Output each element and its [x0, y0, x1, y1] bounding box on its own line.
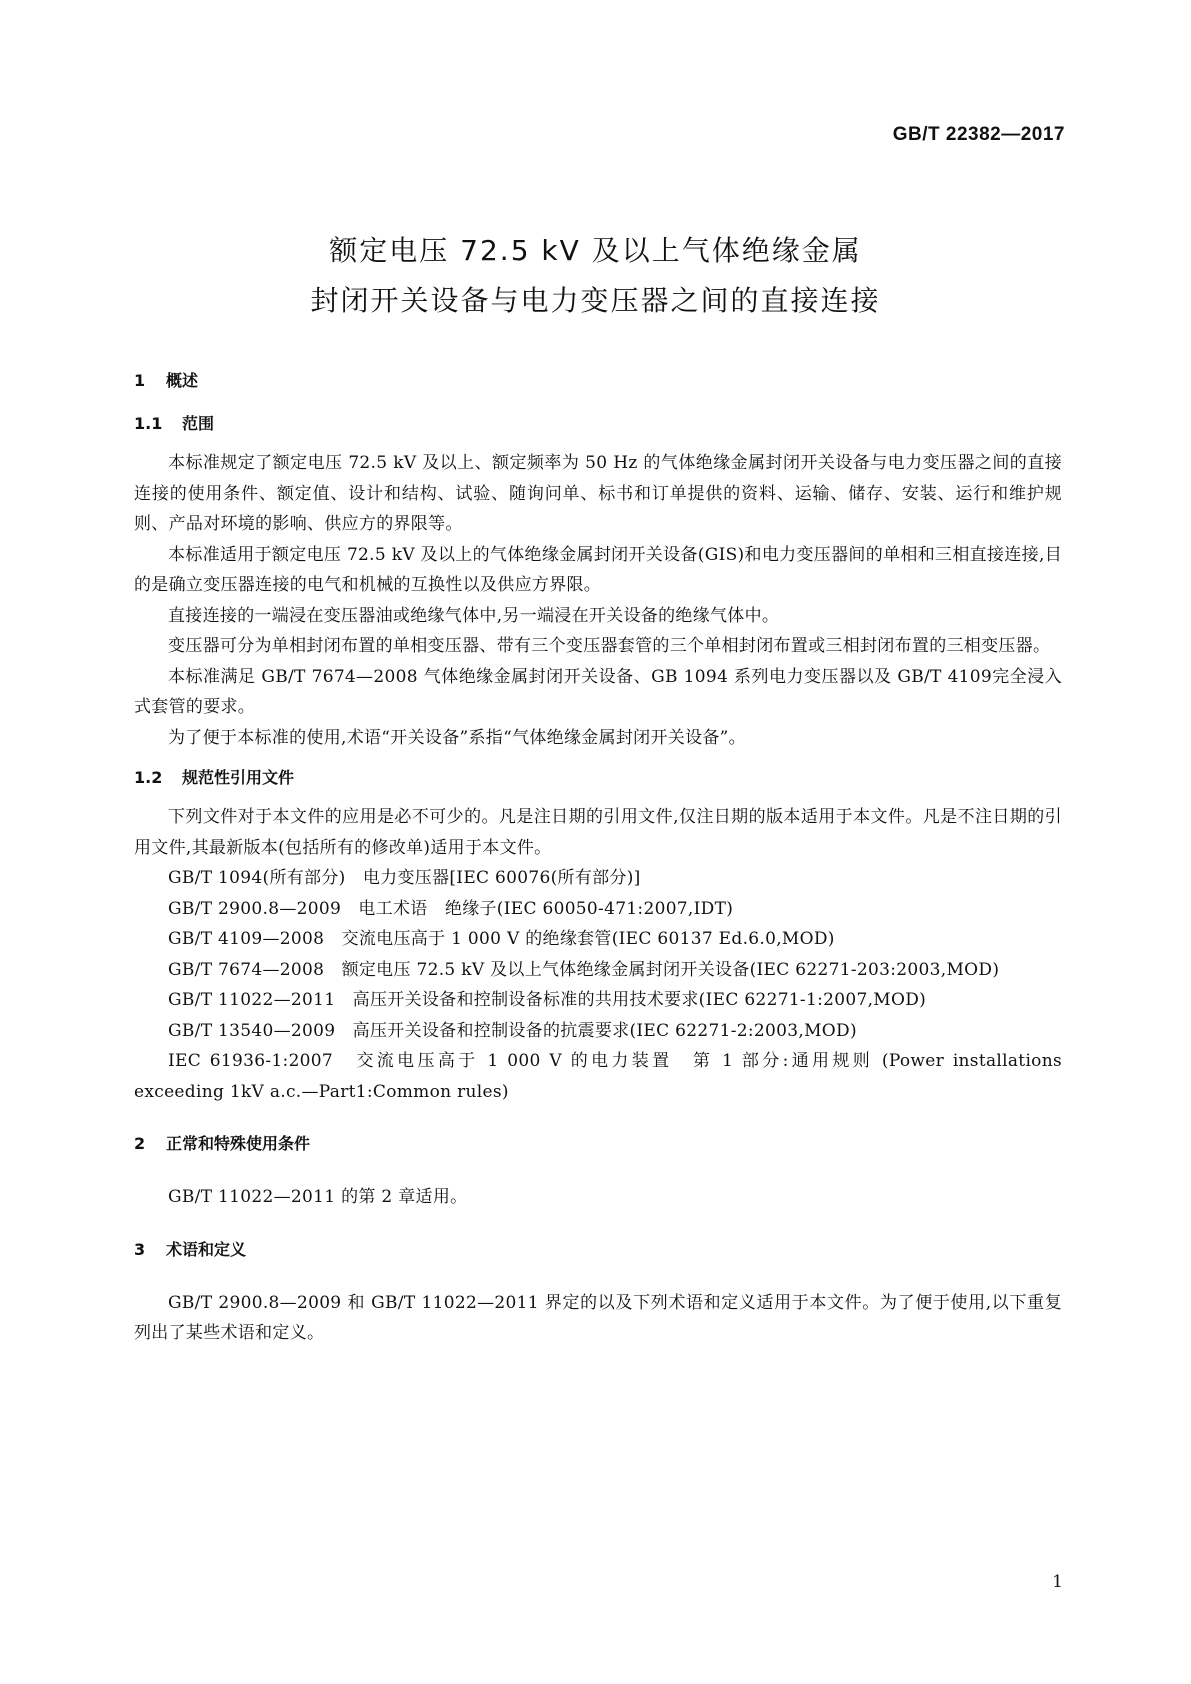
reference-item: GB/T 11022—2011 高压开关设备和控制设备标准的共用技术要求(IEC 62271-1:2007,MOD)	[168, 990, 927, 1010]
section-1-2-number: 1.2	[134, 768, 163, 787]
section-1-1-title: 范围	[182, 414, 215, 433]
reference-item: GB/T 7674—2008 额定电压 72.5 kV 及以上气体绝缘金属封闭开关设备(IEC 62271-203:2003,MOD)	[168, 959, 1000, 980]
reference-item: IEC 61936-1:2007 交流电压高于 1 000 V 的电力装置 第 1 部分:通用规则 (Power installations exceeding 1kV a.c.—Part1:Common rules)	[134, 1051, 1062, 1102]
section-3-number: 3	[134, 1239, 146, 1259]
reference-item: GB/T 13540—2009 高压开关设备和控制设备的抗震要求(IEC 62271-2:2003,MOD)	[168, 1020, 857, 1041]
references-intro: 下列文件对于本文件的应用是必不可少的。凡是注日期的引用文件,仅注日期的版本适用于本文件。凡是不注日期的引用文件,其最新版本(包括所有的修改单)适用于本文件。	[134, 807, 1062, 858]
section-1-2-heading	[134, 765, 1062, 788]
scope-paragraph: 变压器可分为单相封闭布置的单相变压器、带有三个变压器套管的三个单相封闭布置或三相封闭布置的三相变压器。	[168, 636, 1051, 656]
section-3-text: GB/T 2900.8—2009 和 GB/T 11022—2011 界定的以及下列术语和定义适用于本文件。为了便于使用,以下重复列出了某些术语和定义。	[134, 1292, 1062, 1343]
section-2-number: 2	[134, 1134, 146, 1153]
section-2-text: GB/T 11022—2011 的第 2 章适用。	[168, 1187, 468, 1207]
section-1-title: 概述	[166, 371, 199, 390]
scope-paragraph: 本标准满足 GB/T 7674—2008 气体绝缘金属封闭开关设备、GB 1094 系列电力变压器以及 GB/T 4109完全浸入式套管的要求。	[134, 666, 1062, 717]
section-1-number: 1	[134, 371, 146, 390]
scope-paragraph: 直接连接的一端浸在变压器油或绝缘气体中,另一端浸在开关设备的绝缘气体中。	[168, 605, 780, 626]
scope-paragraph: 为了便于本标准的使用,术语“开关设备”系指“气体绝缘金属封闭开关设备”。	[168, 727, 746, 748]
reference-item: GB/T 1094(所有部分) 电力变压器[IEC 60076(所有部分)]	[168, 868, 641, 888]
document-body	[134, 368, 1062, 1349]
title-line-1: 额定电压 72.5 kV 及以上气体绝缘金属	[329, 234, 862, 267]
reference-item: GB/T 2900.8—2009 电工术语 绝缘子(IEC 60050-471:2007,IDT)	[168, 898, 734, 919]
section-3-title: 术语和定义	[166, 1239, 247, 1259]
section-1-2-title: 规范性引用文件	[182, 768, 295, 787]
reference-item: GB/T 4109—2008 交流电压高于 1 000 V 的绝缘套管(IEC 60137 Ed.6.0,MOD)	[168, 929, 835, 949]
section-2-heading	[134, 1131, 1062, 1154]
document-title	[0, 226, 1191, 326]
page-number: 1	[1052, 1572, 1063, 1592]
title-line-2: 封闭开关设备与电力变压器之间的直接连接	[310, 284, 881, 317]
section-2-title: 正常和特殊使用条件	[166, 1134, 311, 1153]
standard-code: GB/T 22382—2017	[892, 124, 1065, 145]
section-1-heading	[134, 368, 1062, 391]
scope-paragraph: 本标准规定了额定电压 72.5 kV 及以上、额定频率为 50 Hz 的气体绝缘金属封闭开关设备与电力变压器之间的直接连接的使用条件、额定值、设计和结构、试验、随询问单、标书和订单提供的资料、运输、储存、安装、运行和维护规则、产品对环境的影响、供应方的界限等。	[134, 453, 1062, 534]
section-1-1-heading	[134, 411, 1062, 434]
section-3-heading	[134, 1237, 1062, 1260]
section-1-1-number: 1.1	[134, 414, 163, 433]
scope-paragraph: 本标准适用于额定电压 72.5 kV 及以上的气体绝缘金属封闭开关设备(GIS)和电力变压器间的单相和三相直接连接,目的是确立变压器连接的电气和机械的互换性以及供应方界限。	[134, 544, 1062, 595]
